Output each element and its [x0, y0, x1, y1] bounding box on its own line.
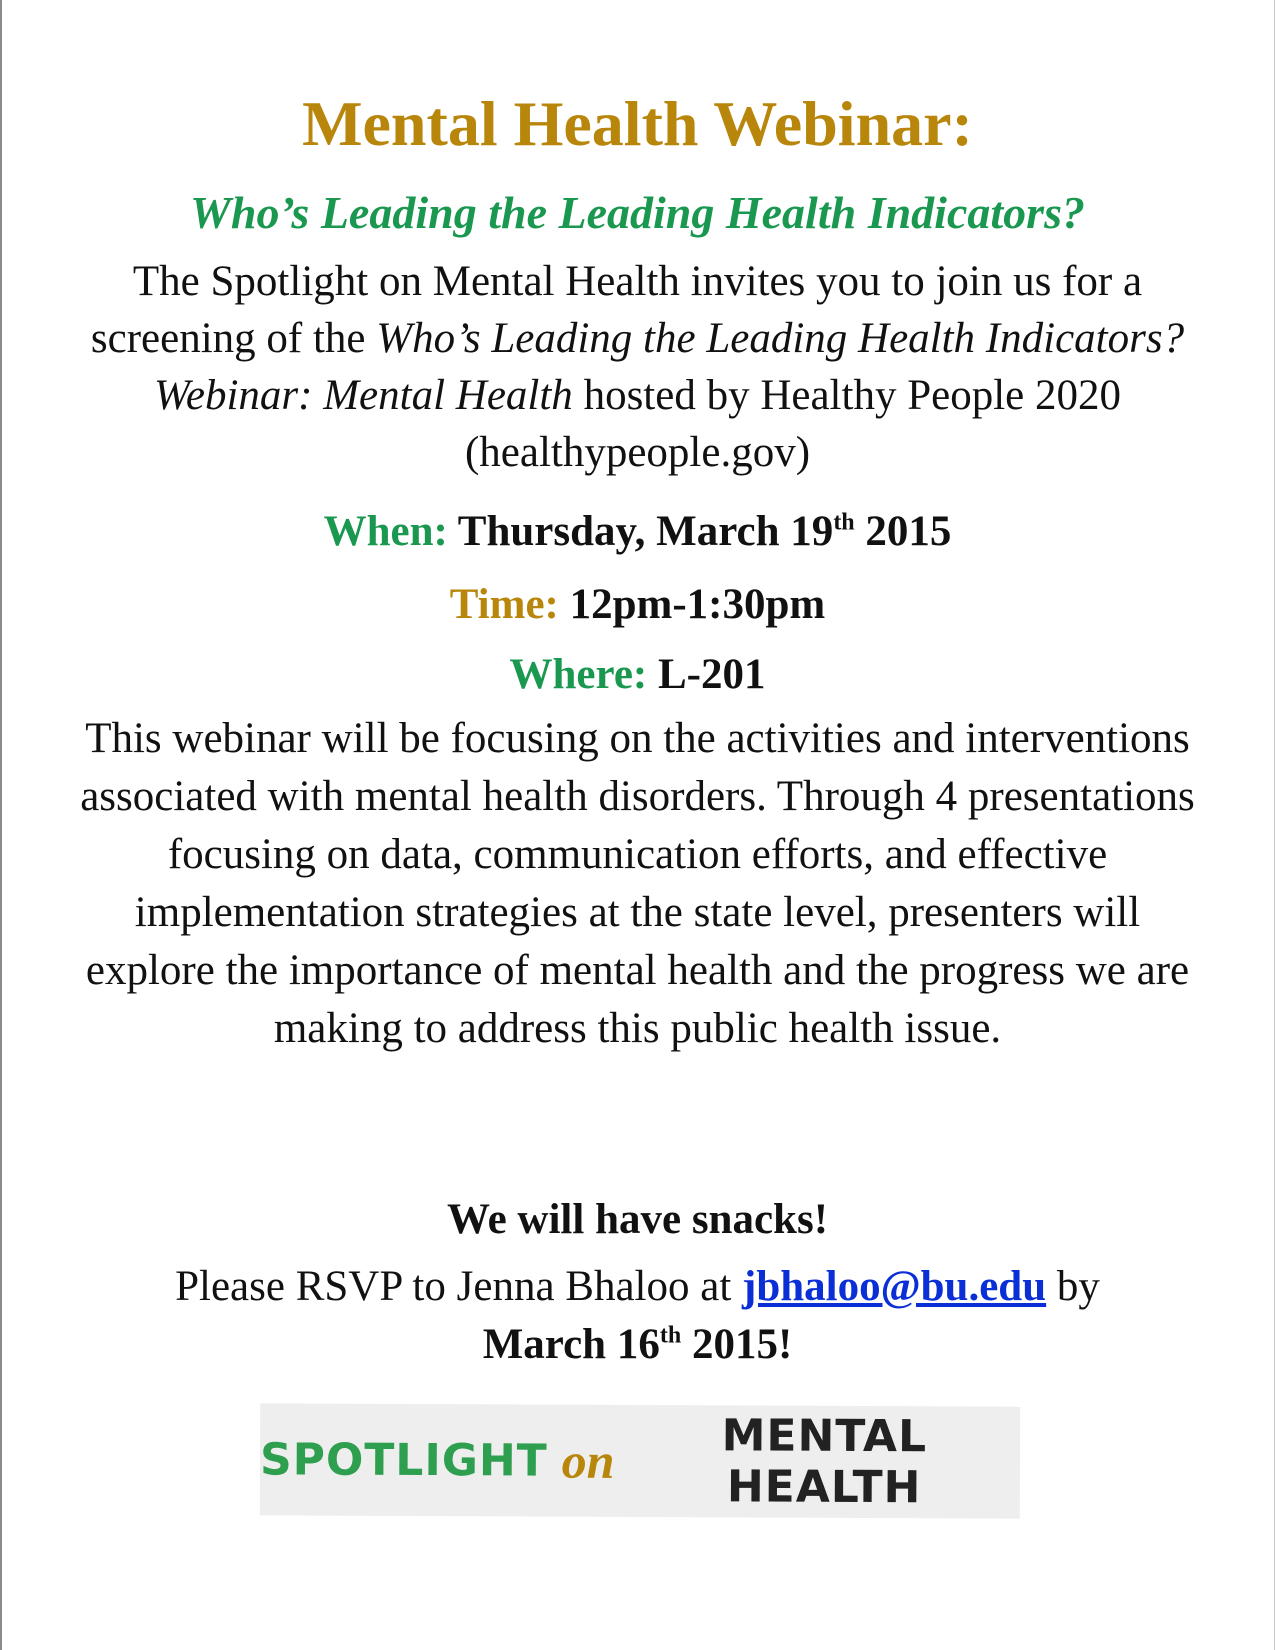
intro-text-start: The Spotlight on Mental Health invites you to join us for a screening of the — [90, 258, 1143, 362]
rsvp-paragraph — [60, 1258, 1215, 1374]
when-value: Thursday, March 19 — [457, 508, 834, 555]
when-line — [0, 505, 1275, 559]
page-subtitle: Who’s Leading the Leading Health Indicators? — [190, 187, 1085, 238]
when-label: When: — [323, 508, 448, 555]
when-year: 2015 — [854, 508, 952, 555]
page-title: Mental Health Webinar: — [302, 88, 973, 159]
time-label: Time: — [449, 581, 559, 628]
rsvp-email-link[interactable]: jbhaloo@bu.edu — [742, 1263, 1047, 1310]
deadline-year: 2015! — [681, 1321, 793, 1368]
page-left-edge — [0, 0, 2, 1650]
snacks-note: We will have snacks! — [446, 1196, 829, 1243]
rsvp-deadline — [483, 1321, 793, 1368]
deadline-date: March 16 — [482, 1321, 660, 1368]
spotlight-logo — [260, 1403, 1020, 1518]
where-value: L-201 — [657, 651, 766, 698]
logo-spotlight-text: SPOTLIGHT — [259, 1433, 548, 1487]
intro-paragraph — [80, 253, 1195, 481]
intro-text-end: hosted by Healthy People 2020 (healthypeople.gov) — [464, 372, 1121, 476]
where-label: Where: — [509, 651, 648, 698]
intro-webinar-title: Who’s Leading the Leading Health Indicators? Webinar: Mental Health — [154, 315, 1185, 419]
where-line — [0, 648, 1275, 702]
rsvp-text: Please RSVP to Jenna Bhaloo at — [175, 1263, 743, 1310]
deadline-suffix: th — [659, 1322, 682, 1349]
when-suffix: th — [833, 509, 855, 536]
logo-on-text: on — [561, 1432, 615, 1489]
time-value: 12pm-1:30pm — [569, 581, 826, 628]
time-line — [0, 578, 1275, 632]
rsvp-by: by — [1046, 1263, 1100, 1310]
logo-mental-health-text: MENTAL HEALTH — [721, 1410, 928, 1514]
description-paragraph: This webinar will be focusing on the activities and interventions associated with mental health disorders. Through 4 presentations focusing on data, communication efforts, and effective implementation strategies at the state level, presenters will explore the importance of mental health and the progress we are making to address this public health issue. — [80, 715, 1195, 1052]
